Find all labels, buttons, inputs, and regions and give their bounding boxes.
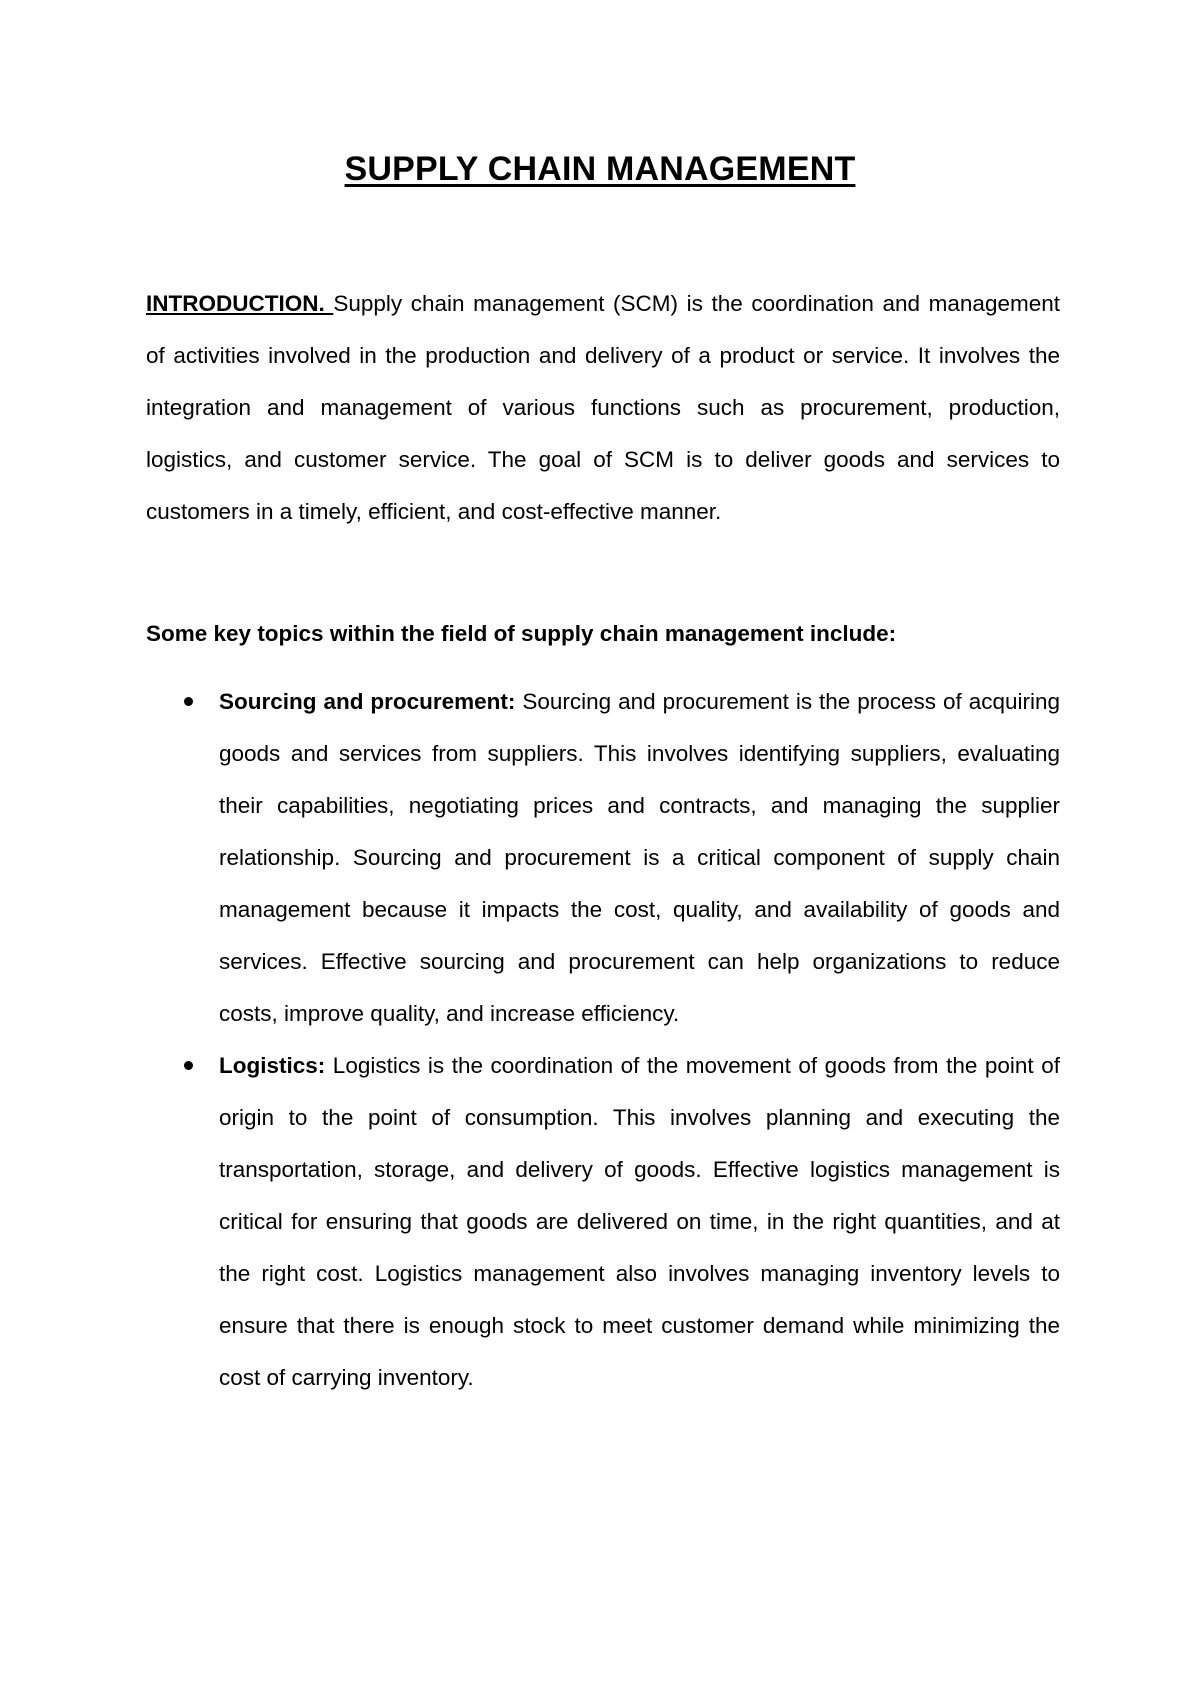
introduction-paragraph bbox=[146, 278, 1060, 538]
list-item-text: Logistics is the coordination of the movement of goods from the point of origin to the point of consumption. This involves planning and executing the transportation, storage, and delivery of goods. Effective logistics management is critical for ensuring that goods are delivered on time, in the right quantities, and at the right cost. Logistics management also involves managing inventory levels to ensure that there is enough stock to meet customer demand while minimizing the cost of carrying inventory. bbox=[219, 1053, 1060, 1390]
introduction-label: INTRODUCTION. bbox=[146, 291, 334, 316]
bullet-icon bbox=[184, 1061, 193, 1070]
bullet-icon bbox=[184, 697, 193, 706]
topics-heading: Some key topics within the field of supply chain management include: bbox=[146, 621, 897, 646]
list-item-label: Logistics: bbox=[219, 1053, 326, 1078]
introduction-text: Supply chain management (SCM) is the coordination and management of activities involved in the production and delivery of a product or service. It involves the integration and management of various functions such as procurement, production, logistics, and customer service. The goal of SCM is to deliver goods and services to customers in a timely, efficient, and cost-effective manner. bbox=[146, 291, 1060, 524]
list-item-sourcing-procurement bbox=[146, 676, 1060, 1040]
list-item-logistics bbox=[146, 1040, 1060, 1404]
topics-list bbox=[146, 676, 1060, 1404]
list-item-label: Sourcing and procurement: bbox=[219, 689, 516, 714]
document-title: SUPPLY CHAIN MANAGEMENT bbox=[344, 150, 856, 188]
list-item-text: Sourcing and procurement is the process of acquiring goods and services from suppliers. This involves identifying suppliers, evaluating their capabilities, negotiating prices and contracts, and managing the supplier relationship. Sourcing and procurement is a critical component of supply chain management because it impacts the cost, quality, and availability of goods and services. Effective sourcing and procurement can help organizations to reduce costs, improve quality, and increase efficiency. bbox=[219, 689, 1061, 1026]
